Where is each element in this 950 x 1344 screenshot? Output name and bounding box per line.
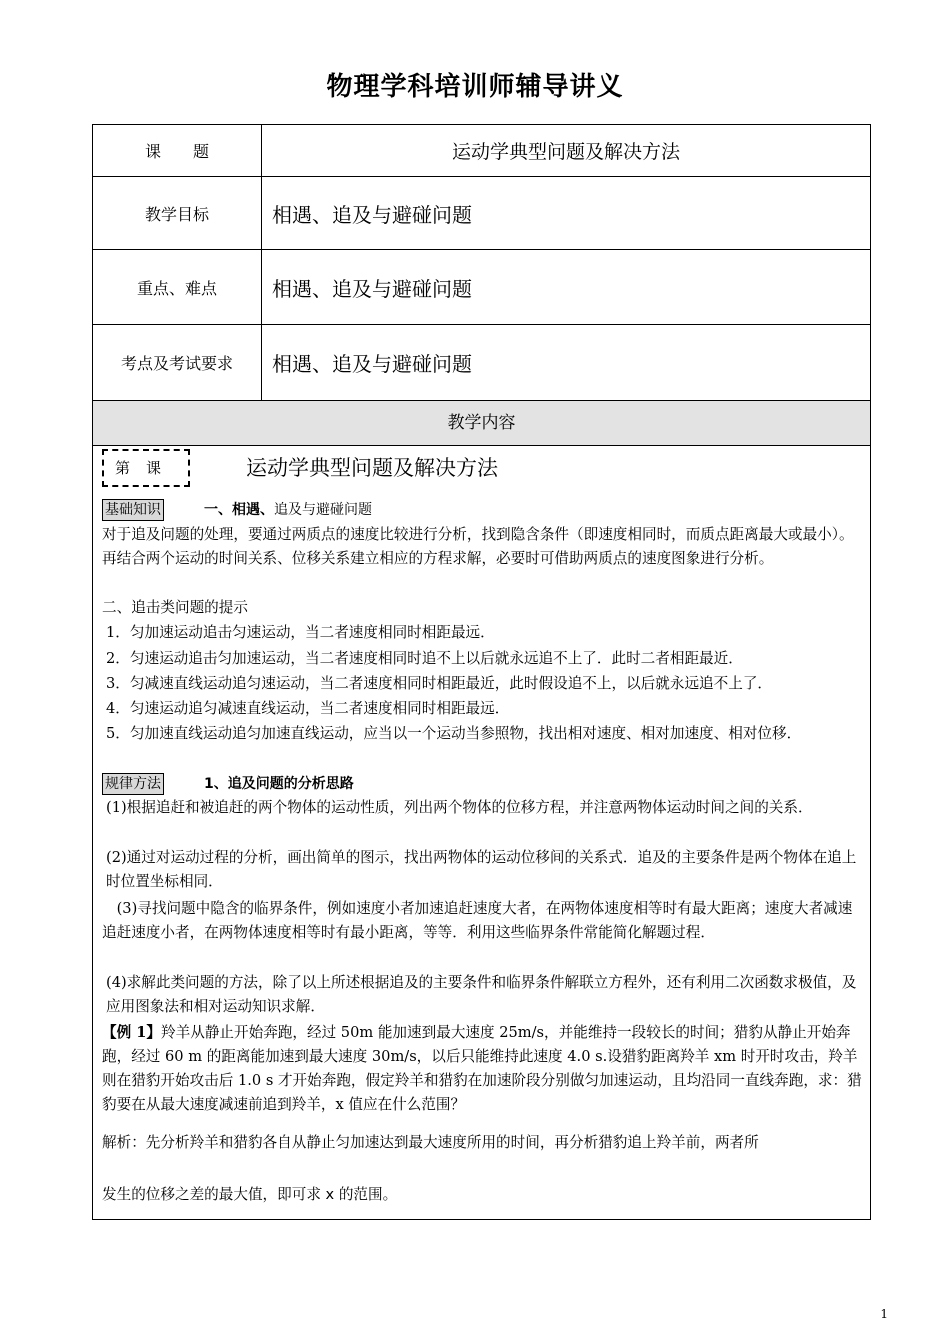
key-value: 相遇、追及与避碰问题 bbox=[262, 250, 871, 325]
method-tag: 规律方法 bbox=[102, 773, 164, 795]
exam-label: 考点及考试要求 bbox=[93, 325, 262, 401]
key-row bbox=[93, 250, 871, 325]
tips-heading: 二、追击类问题的提示 bbox=[102, 599, 248, 616]
key-label: 重点、难点 bbox=[93, 250, 262, 325]
exam-row bbox=[93, 325, 871, 401]
topic-value: 运动学典型问题及解决方法 bbox=[262, 125, 871, 177]
goal-value: 相遇、追及与避碰问题 bbox=[262, 177, 871, 250]
example-label: 【例 1】 bbox=[102, 1024, 162, 1041]
basics-heading-rest: 追及与避碰问题 bbox=[274, 502, 372, 518]
method-item: (2)通过对运动过程的分析，画出简单的图示，找出两物体的运动位移间的关系式．追及的主要条件是两个物体在追上时位置坐标相同． bbox=[106, 849, 857, 890]
method-item: (1)根据追赶和被追赶的两个物体的运动性质，列出两个物体的位移方程，并注意两物体运动时间之间的关系． bbox=[106, 799, 813, 816]
topic-label: 课 题 bbox=[93, 125, 262, 177]
tip-item: 3．匀减速直线运动追匀速运动，当二者速度相同时相距最近，此时假设追不上，以后就永远追不上了． bbox=[106, 675, 773, 692]
lesson-tag: 第课 bbox=[102, 449, 190, 487]
method-item: (4)求解此类问题的方法，除了以上所述根据追及的主要条件和临界条件解联立方程外，还有利用二次函数求极值，及应用图象法和相对运动知识求解． bbox=[106, 974, 857, 1015]
page-number: 1 bbox=[880, 1307, 888, 1321]
basics-tag: 基础知识 bbox=[102, 499, 164, 521]
basics-heading-bold: 一、相遇、 bbox=[204, 502, 274, 518]
analysis-line-1: 解析：先分析羚羊和猎豹各自从静止匀加速达到最大速度所用的时间，再分析猎豹追上羚羊前，两者所 bbox=[102, 1134, 759, 1151]
basics-paragraph: 对于追及问题的处理，要通过两质点的速度比较进行分析，找到隐含条件（即速度相同时，而质点距离最大或最小）。再结合两个运动的时间关系、位移关系建立相应的方程求解，必要时可借助两质点的速度图象进行分析。 bbox=[102, 526, 854, 567]
example-text: 羚羊从静止开始奔跑，经过 50m 能加速到最大速度 25m/s，并能维持一段较长的时间；猎豹从静止开始奔跑，经过 60 m 的距离能加速到最大速度 30m/s，以后只能维持此速度 4.0 s.设猎豹距离羚羊 xm 时开时攻击，羚羊则在猎豹开始攻击后 1.0 s 才开始奔跑，假定羚羊和猎豹在加速阶段分别做匀加速运动，且均沿同一直线奔跑，求：猎豹要在从最大速度减速前追到羚羊，x 值应在什么范围？ bbox=[102, 1024, 862, 1113]
method-item: (3)寻找问题中隐含的临界条件，例如速度小者加速追赶速度大者，在两物体速度相等时有最大距离；速度大者减速追赶速度小者，在两物体速度相等时有最小距离，等等．利用这些临界条件常能简化解题过程． bbox=[102, 900, 853, 941]
document-title: 物理学科培训师辅导讲义 bbox=[326, 72, 624, 102]
goal-label: 教学目标 bbox=[93, 177, 262, 250]
basics-heading-line bbox=[102, 498, 862, 522]
teaching-content-header: 教学内容 bbox=[92, 400, 871, 446]
tip-item: 5．匀加速直线运动追匀加速直线运动，应当以一个运动当参照物，找出相对速度、相对加速度、相对位移． bbox=[106, 725, 802, 742]
lesson-title: 运动学典型问题及解决方法 bbox=[246, 456, 498, 480]
goal-row bbox=[93, 177, 871, 250]
exam-value: 相遇、追及与避碰问题 bbox=[262, 325, 871, 401]
example-1 bbox=[102, 1021, 862, 1117]
tip-item: 2．匀速运动追击匀加速运动，当二者速度相同时追不上以后就永远追不上了．此时二者相距最近． bbox=[106, 650, 743, 667]
analysis-line-2: 发生的位移之差的最大值，即可求 x 的范围。 bbox=[102, 1186, 398, 1203]
basics-heading bbox=[204, 502, 372, 518]
topic-row bbox=[93, 125, 871, 177]
lesson-info-table bbox=[92, 124, 871, 401]
tip-item: 1．匀加速运动追击匀速运动，当二者速度相同时相距最远． bbox=[106, 624, 495, 641]
tip-item: 4．匀速运动追匀减速直线运动，当二者速度相同时相距最远． bbox=[106, 700, 510, 717]
method-heading-line bbox=[102, 772, 862, 796]
method-heading: 1、追及问题的分析思路 bbox=[204, 776, 354, 792]
